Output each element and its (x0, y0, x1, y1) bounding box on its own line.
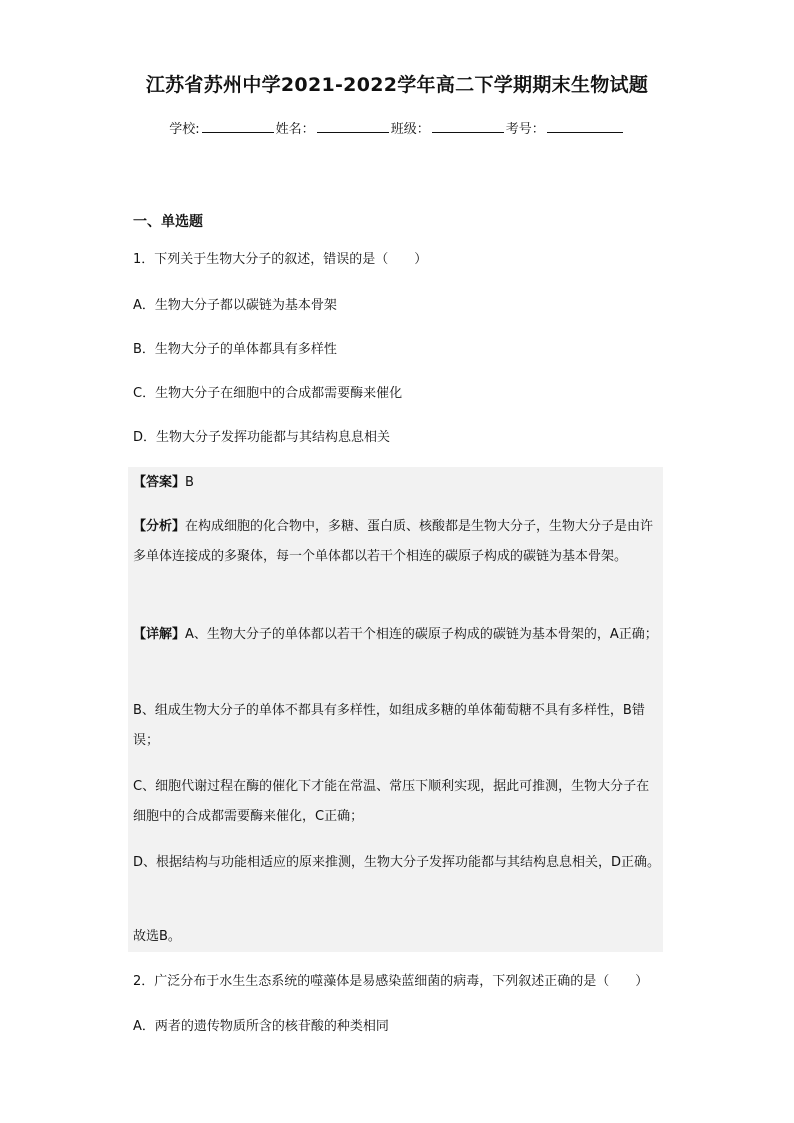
detail-a-text: A、生物大分子的单体都以若干个相连的碳原子构成的碳链为基本骨架的，A正确； (185, 627, 658, 642)
document-title: 江苏省苏州中学2021-2022学年高二下学期期末生物试题 (145, 74, 649, 96)
analysis-text: 在构成细胞的化合物中，多糖、蛋白质、核酸都是生物大分子，生物大分子是由许多单体连接成的多聚体，每一个单体都以若干个相连的碳原子构成的碳链为基本骨架。 (133, 519, 654, 564)
question-2-stem: 2．广泛分布于水生生态系统的噬藻体是易感染蓝细菌的病毒，下列叙述正确的是（ ） (133, 974, 649, 989)
class-label: 班级： (390, 122, 430, 137)
answer-value: B (185, 475, 194, 490)
question-1-option-b: B．生物大分子的单体都具有多样性 (133, 342, 337, 357)
conclusion-line: 故选B。 (133, 929, 181, 944)
detail-paragraph-d: D、根据结构与功能相适应的原来推测，生物大分子发挥功能都与其结构息息相关，D正确。 (133, 855, 661, 870)
question-1-option-a: A．生物大分子都以碳链为基本骨架 (133, 298, 337, 313)
number-blank (547, 120, 623, 133)
school-blank (202, 120, 274, 133)
detail-paragraph-b: B、组成生物大分子的单体不都具有多样性，如组成多糖的单体葡萄糖不具有多样性，B错误； (133, 703, 645, 748)
question-1-stem: 1．下列关于生物大分子的叙述，错误的是（ ） (133, 252, 428, 267)
analysis-label: 【分析】 (133, 519, 186, 534)
question-1-option-d: D．生物大分子发挥功能都与其结构息息相关 (133, 430, 391, 445)
answer-line (133, 468, 661, 498)
class-blank (432, 120, 504, 133)
detail-label: 【详解】 (133, 627, 186, 642)
section-heading: 一、单选题 (133, 214, 203, 230)
school-label: 学校: (169, 122, 200, 137)
student-info-line (0, 118, 794, 137)
answer-label: 【答案】 (133, 475, 186, 490)
question-2-option-a: A．两者的遗传物质所含的核苷酸的种类相同 (133, 1019, 389, 1034)
detail-paragraph-c: C、细胞代谢过程在酶的催化下才能在常温、常压下顺利实现，据此可推测，生物大分子在细胞中的合成都需要酶来催化，C正确； (133, 779, 650, 824)
number-label: 考号： (505, 122, 545, 137)
detail-paragraph-a (133, 620, 661, 650)
question-1-option-c: C．生物大分子在细胞中的合成都需要酶来催化 (133, 386, 403, 401)
name-label: 姓名： (275, 122, 315, 137)
analysis-paragraph (133, 512, 661, 572)
name-blank (317, 120, 389, 133)
